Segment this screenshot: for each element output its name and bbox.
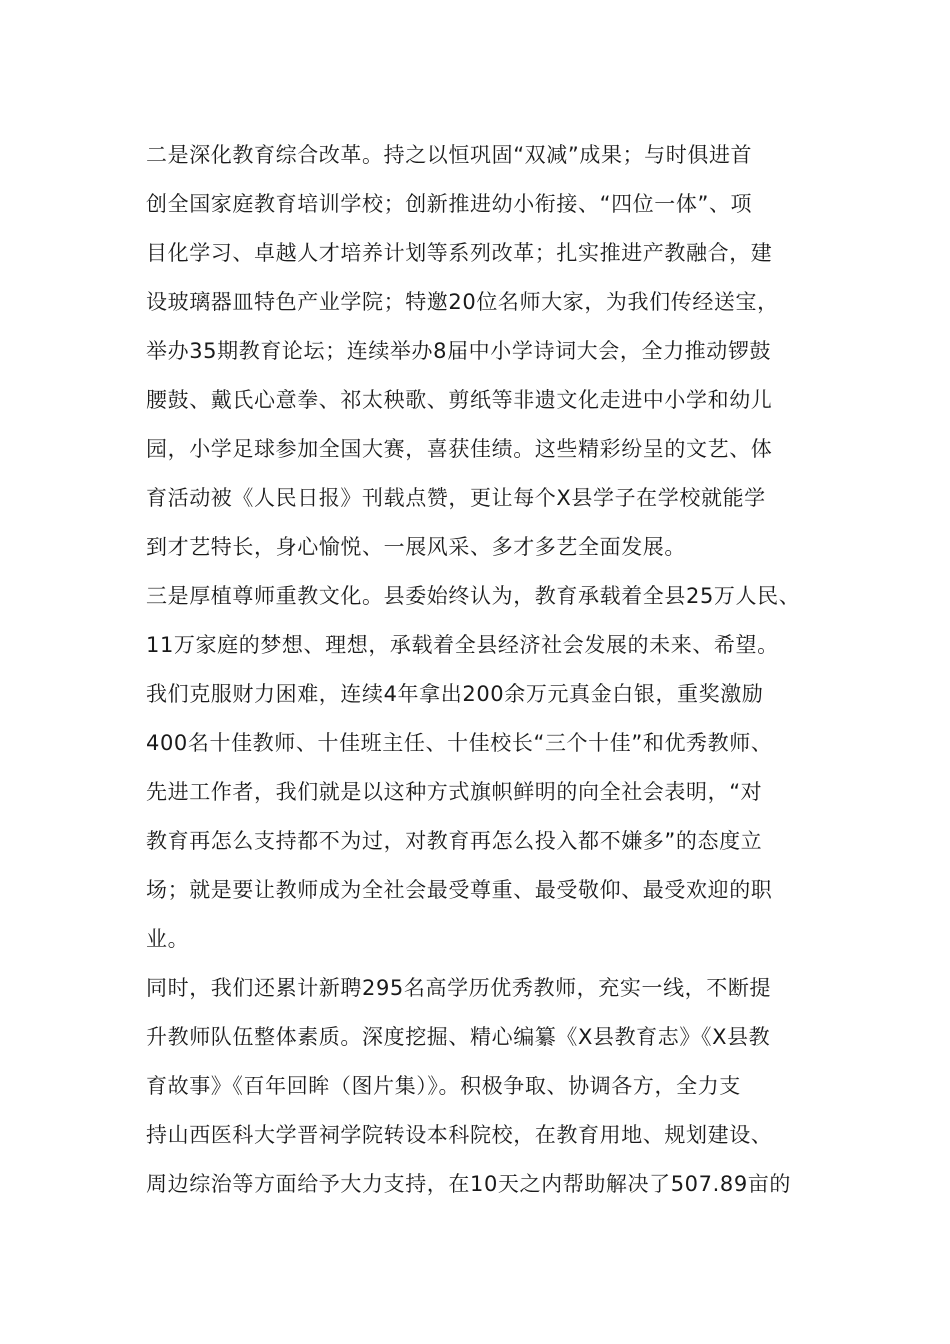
text-line: 二是深化教育综合改革。持之以恒巩固“双减”成果；与时俱进首 [146, 143, 753, 167]
text-line: 持山西医科大学晋祠学院转设本科院校，在教育用地、规划建设、 [146, 1123, 773, 1147]
text-line: 腰鼓、戴氏心意拳、祁太秧歌、剪纸等非遗文化走进中小学和幼儿 [146, 388, 773, 412]
text-line: 育活动被《人民日报》刊载点赞，更让每个X县学子在学校就能学 [146, 486, 766, 510]
text-line: 三是厚植尊师重教文化。县委始终认为，教育承载着全县25万人民、 [146, 584, 801, 608]
text-line: 育故事》《百年回眸（图片集）》。积极争取、协调各方，全力支 [146, 1074, 741, 1098]
text-line: 举办35期教育论坛；连续举办8届中小学诗词大会，全力推动锣鼓 [146, 339, 772, 363]
text-line: 11万家庭的梦想、理想，承载着全县经济社会发展的未来、希望。 [146, 633, 779, 657]
text-line: 设玻璃器皿特色产业学院；特邀20位名师大家，为我们传经送宝， [146, 290, 779, 314]
text-line: 场；就是要让教师成为全社会最受尊重、最受敬仰、最受欢迎的职 [146, 878, 773, 902]
text-line: 先进工作者，我们就是以这种方式旗帜鲜明的向全社会表明，“对 [146, 780, 763, 804]
text-line: 到才艺特长，身心愉悦、一展风采、多才多艺全面发展。 [146, 535, 686, 559]
text-line: 周边综治等方面给予大力支持，在10天之内帮助解决了507.89亩的 [146, 1172, 791, 1196]
text-line: 升教师队伍整体素质。深度挖掘、精心编纂《X县教育志》《X县教 [146, 1025, 771, 1049]
text-line: 园，小学足球参加全国大赛，喜获佳绩。这些精彩纷呈的文艺、体 [146, 437, 773, 461]
text-line: 业。 [146, 927, 190, 951]
text-line: 我们克服财力困难，连续4年拿出200余万元真金白银，重奖激励 [146, 682, 764, 706]
text-line: 教育再怎么支持都不为过，对教育再怎么投入都不嫌多”的态度立 [146, 829, 763, 853]
text-line: 同时，我们还累计新聘295名高学历优秀教师，充实一线，不断提 [146, 976, 772, 1000]
body-text [146, 131, 836, 1209]
text-line: 目化学习、卓越人才培养计划等系列改革；扎实推进产教融合，建 [146, 241, 773, 265]
text-line: 创全国家庭教育培训学校；创新推进幼小衔接、“四位一体”、项 [146, 192, 753, 216]
text-line: 400名十佳教师、十佳班主任、十佳校长“三个十佳”和优秀教师、 [146, 731, 773, 755]
